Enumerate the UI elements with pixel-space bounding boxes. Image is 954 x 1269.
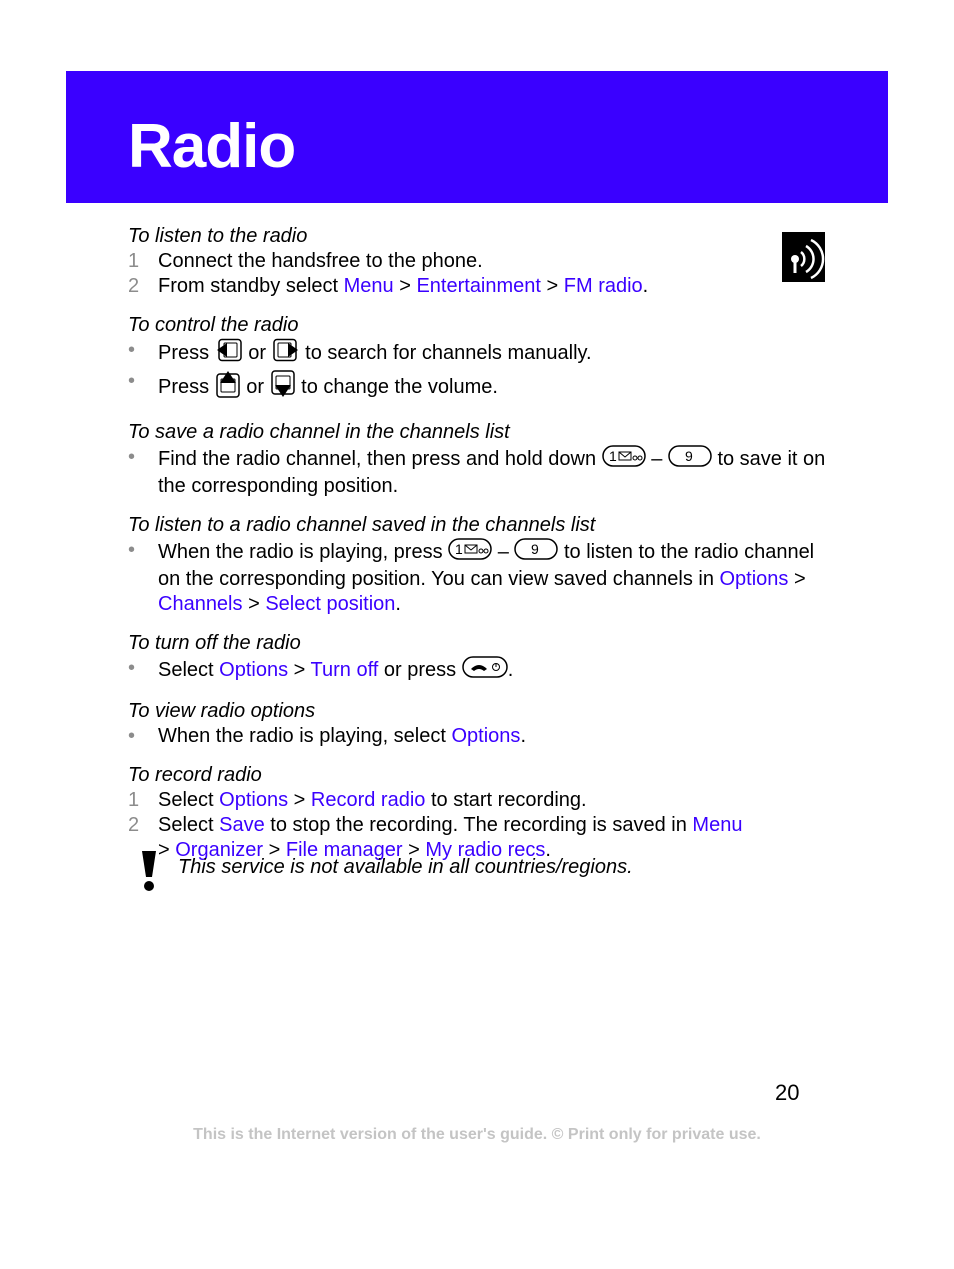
separator: > [288,789,311,811]
key-1-voicemail-icon [448,538,492,567]
item-text: Select [158,658,220,681]
key-label: 9 [684,448,693,464]
item-text: or [240,375,270,398]
menu-link[interactable]: Menu [692,814,743,836]
separator: > [263,839,286,861]
item-text: Press [158,375,215,398]
file-manager-link[interactable]: File manager [285,839,403,861]
my-radio-recs-link[interactable]: My radio recs [425,839,546,861]
note-text: This service is not available in all countries/regions. [178,856,633,878]
footer-text: This is the Internet version of the user's guide. © Print only for private use. [193,1126,761,1143]
step-number: 1 [128,789,140,811]
main-content [128,224,828,863]
list-item [128,656,828,685]
nav-right-key-icon [272,338,300,369]
bullet: • [128,725,136,747]
title-banner [66,71,888,203]
section-heading: To control the radio [128,314,299,336]
nav-left-key-icon [215,338,243,369]
options-link[interactable]: Options [719,568,789,590]
item-text: to search for channels manually. [299,341,592,364]
step-number: 2 [128,275,140,297]
fm-radio-link[interactable]: FM radio [563,275,643,297]
item-text: Find the radio channel, then press and hold down [158,447,602,470]
step-number: 2 [128,814,140,836]
list-item [128,788,828,813]
section-heading: To listen to a radio channel saved in the channels list [128,514,596,536]
bullet: • [128,446,136,468]
period: . [395,593,401,615]
nav-down-key-icon [270,369,296,406]
separator: > [288,658,311,681]
page-number: 20 [775,1080,800,1105]
section-listen [128,224,828,299]
section-record [128,763,828,863]
item-text: – [645,447,668,470]
list-item [128,369,828,406]
exclamation-icon [140,850,158,892]
step-text: to start recording. [425,789,587,811]
item-text: or press [378,658,462,681]
section-turn-off [128,631,828,685]
key-label: 1 [455,541,463,557]
step-text: Select [158,789,220,811]
list-item [128,724,828,749]
item-text: to change the volume. [295,375,498,398]
separator: > [158,839,176,861]
organizer-link[interactable]: Organizer [175,839,264,861]
list-item [128,249,828,274]
period: . [642,275,649,297]
channels-link[interactable]: Channels [158,593,243,615]
step-text: to stop the recording. The recording is saved in [264,814,693,836]
step-text: Connect the handsfree to the phone. [158,250,483,272]
options-link[interactable]: Options [219,789,289,811]
key-1-voicemail-icon [602,445,646,474]
key-label: 1 [608,448,617,464]
period: . [507,658,514,681]
section-view-options [128,699,828,749]
section-heading: To save a radio channel in the channels list [128,421,510,443]
period: . [545,839,551,861]
key-label: 9 [531,541,540,557]
options-link[interactable]: Options [451,725,521,747]
entertainment-link[interactable]: Entertainment [416,275,541,297]
separator: > [402,839,426,861]
record-radio-link[interactable]: Record radio [310,789,426,811]
section-heading: To turn off the radio [128,632,301,654]
save-link[interactable]: Save [219,814,265,836]
item-text: When the radio is playing, press [158,540,449,563]
nav-up-key-icon [215,369,241,406]
menu-link[interactable]: Menu [343,275,394,297]
separator: > [788,568,806,590]
separator: > [242,593,266,615]
turn-off-link[interactable]: Turn off [310,658,379,681]
bullet: • [128,370,136,392]
item-text: or [242,341,272,364]
item-text: to listen to the radio channel on the corresponding position. You can view saved channels in [158,540,815,590]
list-item [128,445,828,499]
step-text: From standby select [158,275,344,297]
select-position-link[interactable]: Select position [265,593,396,615]
page-title: Radio [128,112,296,181]
list-item [128,538,828,617]
section-heading: To view radio options [128,700,316,722]
end-call-key-icon [462,656,508,685]
section-save-channel [128,420,828,499]
key-9-icon [514,538,558,567]
item-text: Press [158,341,215,364]
section-control [128,313,828,406]
section-heading: To record radio [128,764,262,786]
bullet: • [128,657,136,679]
list-item [128,338,828,369]
bullet: • [128,339,136,361]
step-text: Select [158,814,220,836]
item-text: – [492,540,515,563]
separator: > [393,275,417,297]
section-heading: To listen to the radio [128,225,308,247]
key-9-icon [668,445,712,474]
period: . [520,725,526,747]
separator: > [540,275,564,297]
section-listen-saved [128,513,828,617]
options-link[interactable]: Options [219,658,289,681]
item-text: to save it on the corresponding position. [158,447,826,497]
bullet: • [128,539,136,561]
item-text: When the radio is playing, select [158,725,452,747]
step-number: 1 [128,250,140,272]
list-item [128,274,828,299]
